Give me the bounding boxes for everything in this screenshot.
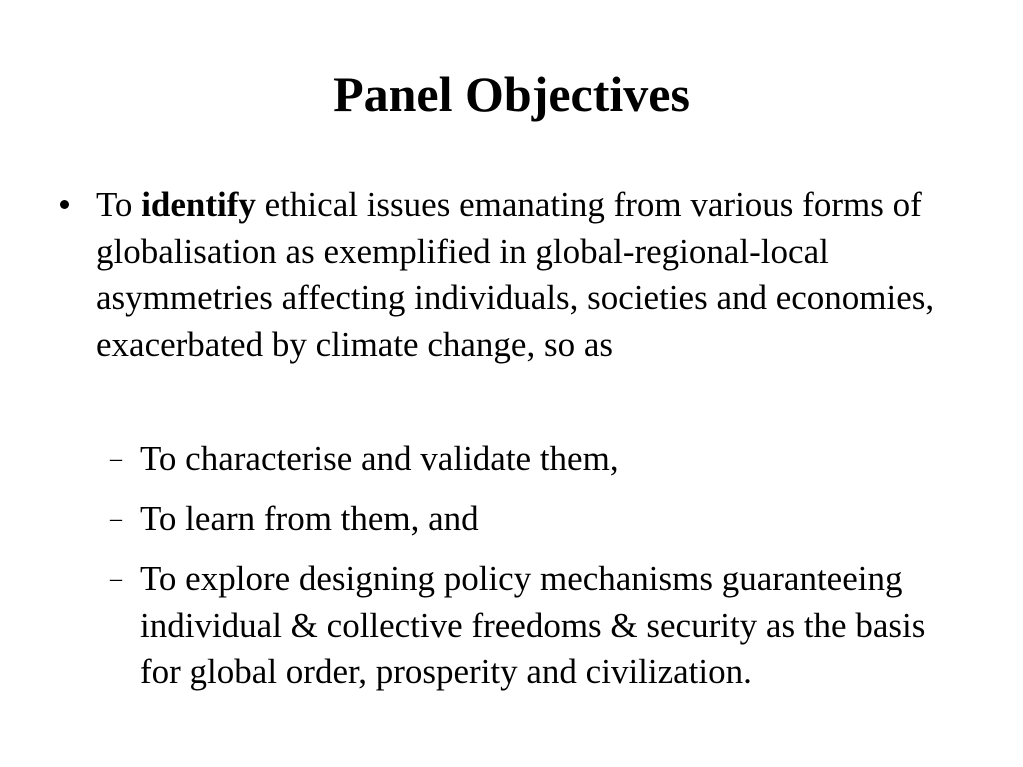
dash-bullet-icon: – — [110, 566, 122, 592]
sub-bullet-text: To learn from them, and — [140, 499, 479, 538]
dash-bullet-icon: – — [110, 446, 122, 472]
main-bullet-rest: ethical issues emanating from various forms of globalisation as exemplified in global-regional-local asymmetries affecting individuals, societies and economies, exacerbated by climate change, so as — [96, 185, 935, 364]
main-bullet-text — [96, 182, 946, 368]
main-bullet-emphasis: identify — [141, 185, 256, 224]
slide-title: Panel Objectives — [333, 66, 690, 122]
sub-bullet-text: To explore designing policy mechanisms guaranteeing individual & collective freedoms & security as the basis for global order, prosperity and civilization. — [140, 559, 926, 691]
sub-bullet-text: To characterise and validate them, — [140, 439, 619, 478]
main-bullet-prefix: To — [96, 185, 142, 224]
dash-bullet-icon: – — [110, 506, 122, 532]
bullet-dot-icon — [60, 200, 69, 209]
